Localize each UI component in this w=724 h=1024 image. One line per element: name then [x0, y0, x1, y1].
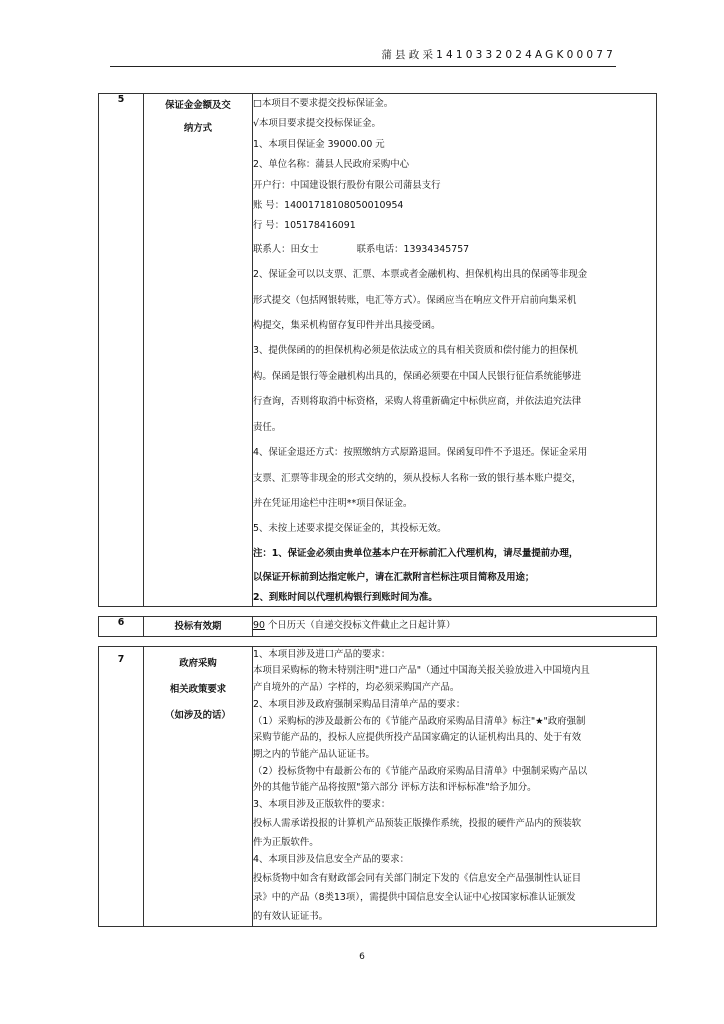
content-line: 构提交，集采机构留存复印件并出具接受函。 — [253, 320, 441, 332]
note-line: 以保证开标前到达指定帐户，请在汇款附言栏标注项目简称及用途； — [253, 571, 535, 583]
table-row-validity — [99, 616, 657, 636]
bid-info-table — [98, 93, 657, 927]
content-line: 2、本项目涉及政府强制采购品目清单产品的要求： — [253, 698, 466, 710]
contact-line — [253, 237, 656, 262]
content-line: 3、提供保函的的担保机构必须是依法成立的具有相关资质和偿付能力的担保机 — [253, 345, 578, 357]
content-line: 1、本项目涉及进口产品的要求： — [253, 648, 391, 660]
row-label-line: 政府采购 — [179, 657, 217, 669]
content-line: 3、本项目涉及正版软件的要求： — [253, 799, 391, 811]
row-label-line: 保证金金额及交 — [165, 100, 231, 111]
row-label — [144, 94, 253, 607]
content-line: 产自境外的产品）字样的，均必须采购国产产品。 — [253, 682, 460, 694]
content-line: 开户行：中国建设银行股份有限公司蒲县支行 — [253, 179, 441, 191]
policy-content — [253, 646, 657, 927]
deposit-content — [253, 94, 657, 607]
content-line: 的有效认证证书。 — [253, 911, 329, 923]
row-label-line: 纳方式 — [183, 123, 213, 134]
row-number: 6 — [99, 616, 144, 636]
page-number: 6 — [359, 952, 365, 962]
content-line: 构。保函是银行等金融机构出具的，保函必须要在中国人民银行征信系统能够进 — [253, 370, 582, 382]
validity-days: 90 — [253, 620, 265, 632]
content-line: 投标货物中如含有财政部会同有关部门制定下发的《信息安全产品强制性认证目 — [253, 872, 582, 884]
row-number: 5 — [99, 94, 144, 607]
row-number: 7 — [99, 646, 144, 927]
doc-number: 蒲县政采1410332024AGK00077 — [381, 49, 616, 61]
content-line: 录》中的产品（8类13项），需提供中国信息安全认证中心按国家标准认证颁发 — [253, 892, 576, 904]
row-label-line: 相关政策要求 — [169, 683, 227, 695]
table-row-policy — [99, 646, 657, 927]
content-line: 形式提交（包括网银转账，电汇等方式）。保函应当在响应文件开启前向集采机 — [253, 294, 577, 306]
validity-text: 个日历天（自递交投标文件截止之日起计算） — [264, 620, 456, 632]
row-label — [144, 646, 253, 927]
content-line: （2）投标货物中有最新公布的《节能产品政府采购品目清单》中强制采购产品以 — [253, 765, 588, 777]
content-line: 2、单位名称：蒲县人民政府采购中心 — [253, 159, 409, 171]
content-line: 件为正版软件。 — [253, 836, 319, 848]
contact-phone: 联系电话：13934345757 — [356, 243, 470, 255]
contact-name: 联系人：田女士 — [253, 243, 319, 255]
content-line: □本项目不要求提交投标保证金。 — [253, 98, 394, 109]
table-row-deposit — [99, 94, 657, 607]
doc-header — [110, 44, 616, 67]
content-line: 支票、汇票等非现金的形式交纳的，须从投标人名称一致的银行基本账户提交， — [253, 472, 582, 484]
content-line: 4、保证金退还方式：按照缴纳方式原路退回。保函复印件不予退还。保证金采用 — [253, 447, 588, 459]
row-label-line: （如涉及的话） — [165, 709, 231, 721]
content-line: 行查询，否则将取消中标资格，采购人将重新确定中标供应商，并依法追究法律 — [253, 396, 582, 408]
content-line: √本项目要求提交投标保证金。 — [253, 118, 381, 130]
content-line: 责任。 — [253, 421, 282, 433]
row-label: 投标有效期 — [144, 616, 253, 636]
content-line: 5、未按上述要求提交保证金的，其投标无效。 — [253, 523, 447, 535]
content-line: 行 号：105178416091 — [253, 220, 356, 232]
content-line: 投标人需承诺投报的计算机产品预装正版操作系统，投报的硬件产品内的预装软 — [253, 817, 582, 829]
row-separator — [99, 636, 657, 646]
row-separator — [99, 606, 657, 616]
content-line: 外的其他节能产品将按照"第六部分 评标方法和评标标准"给予加分。 — [253, 782, 537, 794]
content-line: （1）采购标的涉及最新公布的《节能产品政府采购品目清单》标注"★"政府强制 — [253, 715, 586, 727]
content-line: 期之内的节能产品认证证书。 — [253, 748, 375, 760]
content-line: 1、本项目保证金 39000.00 元 — [253, 138, 385, 150]
content-line: 2、保证金可以以支票、汇票、本票或者金融机构、担保机构出具的保函等非现金 — [253, 269, 588, 281]
content-line: 4、本项目涉及信息安全产品的要求： — [253, 854, 409, 866]
content-line: 并在凭证用途栏中注明**项目保证金。 — [253, 497, 413, 509]
validity-content — [253, 616, 657, 636]
content-line: 本项目采购标的物未特别注明"进口产品"（通过中国海关报关验放进入中国境内且 — [253, 665, 590, 677]
note-line: 2、到账时间以代理机构银行到账时间为准。 — [253, 591, 438, 603]
note-line: 注：1、保证金必须由贵单位基本户在开标前汇入代理机构，请尽量提前办理， — [253, 547, 579, 559]
content-line: 采购节能产品的，投标人应提供所投产品国家确定的认证机构出具的、处于有效 — [253, 732, 582, 744]
content-line: 账 号：14001718108050010954 — [253, 200, 404, 212]
